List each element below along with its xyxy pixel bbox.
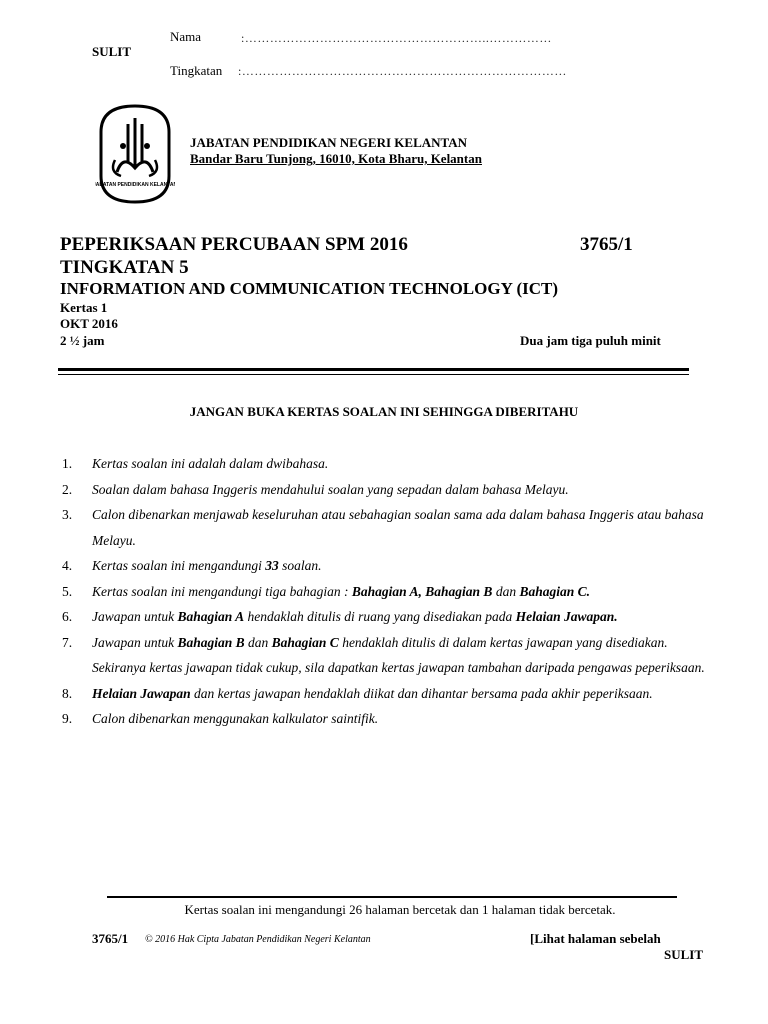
instruction-segment: Calon dibenarkan menjawab keseluruhan atau sebahagian soalan sama ada dalam bahasa Inggeris atau bahasa Melayu. xyxy=(92,507,704,548)
instruction-text xyxy=(92,579,712,605)
instruction-number: 5. xyxy=(62,583,73,599)
instruction-item xyxy=(62,553,712,579)
instruction-number: 2. xyxy=(62,481,73,497)
instruction-emphasis: 33 xyxy=(265,558,279,573)
name-label: Nama xyxy=(170,29,202,44)
instruction-segment: Kertas soalan ini adalah dalam dwibahasa. xyxy=(92,456,329,471)
instruction-emphasis: Helaian Jawapan. xyxy=(515,609,618,624)
exam-duration: 2 ½ jam xyxy=(60,333,105,348)
department-address: Bandar Baru Tunjong, 16010, Kota Bharu, Kelantan xyxy=(190,151,482,166)
sulit-top: SULIT xyxy=(92,44,132,59)
do-not-open-warning: JANGAN BUKA KERTAS SOALAN INI SEHINGGA DIBERITAHU xyxy=(189,404,579,419)
instruction-emphasis: Bahagian C xyxy=(271,634,339,650)
logo-emblem-icon xyxy=(95,102,175,206)
instruction-segment: hendaklah ditulis di ruang yang disediakan pada xyxy=(244,609,516,624)
instruction-segment: Kertas soalan ini mengandungi xyxy=(92,558,266,573)
instruction-item xyxy=(62,630,712,681)
next-page-note: [Lihat halaman sebelah xyxy=(530,931,661,946)
instruction-segment: dan kertas jawapan hendaklah diikat dan dihantar bersama pada akhir peperiksaan. xyxy=(190,685,653,701)
instruction-emphasis: Bahagian A xyxy=(177,609,245,624)
instruction-segment: dan xyxy=(244,634,272,650)
instruction-text xyxy=(92,451,712,477)
instruction-text xyxy=(92,502,712,553)
instruction-emphasis: Bahagian A, Bahagian B xyxy=(351,583,493,599)
instruction-text xyxy=(92,706,712,732)
instruction-segment: Kertas soalan ini mengandungi tiga bahagian : xyxy=(92,583,352,599)
instruction-item xyxy=(62,451,712,477)
header-rule-thin xyxy=(58,374,689,375)
copyright-notice: © 2016 Hak Cipta Jabatan Pendidikan Negeri Kelantan xyxy=(145,934,371,945)
department-title: JABATAN PENDIDIKAN NEGERI KELANTAN xyxy=(190,135,467,150)
instruction-segment: hendaklah ditulis di dalam kertas jawapan yang disediakan. Sekiranya kertas jawapan tidak cukup, sila dapatkan kertas jawapan tambahan daripada pengawas peperiksaan. xyxy=(92,634,705,675)
sulit-bottom: SULIT xyxy=(664,947,704,962)
instructions-list xyxy=(62,451,712,732)
instruction-number: 8. xyxy=(62,685,73,701)
instruction-text xyxy=(92,681,712,707)
class-label: Tingkatan xyxy=(170,63,223,78)
jpn-kelantan-logo xyxy=(95,102,175,206)
instruction-text xyxy=(92,630,712,681)
page-count-note: Kertas soalan ini mengandungi 26 halaman bercetak dan 1 halaman tidak bercetak. xyxy=(184,902,616,917)
instruction-text xyxy=(92,604,712,630)
header-rule-thick xyxy=(58,368,689,371)
instruction-number: 7. xyxy=(62,634,73,650)
instruction-item xyxy=(62,681,712,707)
instruction-number: 1. xyxy=(62,456,73,471)
instruction-text xyxy=(92,553,712,579)
logo-text: JABATAN PENDIDIKAN KELANTAN xyxy=(95,182,175,188)
name-field: :…………………………………………………..…………… xyxy=(241,31,552,45)
class-field: :…………………………………………………………………… xyxy=(238,64,567,78)
footer-rule xyxy=(107,896,677,898)
exam-date: OKT 2016 xyxy=(60,316,118,331)
instruction-item xyxy=(62,706,712,732)
instruction-segment: dan xyxy=(492,583,520,599)
instruction-segment: Soalan dalam bahasa Inggeris mendahului soalan yang sepadan dalam bahasa Melayu. xyxy=(92,481,569,497)
instruction-item xyxy=(62,502,712,553)
instruction-segment: Jawapan untuk xyxy=(92,609,178,624)
instruction-segment: Jawapan untuk xyxy=(92,634,178,650)
exam-form: TINGKATAN 5 xyxy=(60,257,189,278)
instruction-emphasis: Bahagian B xyxy=(177,634,245,650)
instruction-text xyxy=(92,477,712,503)
instruction-emphasis: Helaian Jawapan xyxy=(92,685,191,701)
instruction-segment: Calon dibenarkan menggunakan kalkulator saintifik. xyxy=(92,711,379,726)
instruction-item xyxy=(62,477,712,503)
instruction-emphasis: Bahagian C. xyxy=(519,583,590,599)
exam-paper: Kertas 1 xyxy=(60,300,108,315)
instruction-number: 4. xyxy=(62,558,73,573)
instruction-segment: soalan. xyxy=(278,558,322,573)
instruction-item xyxy=(62,604,712,630)
instruction-number: 6. xyxy=(62,609,73,624)
instruction-number: 9. xyxy=(62,711,73,726)
footer-code: 3765/1 xyxy=(92,931,129,946)
instruction-number: 3. xyxy=(62,507,73,522)
exam-subject: INFORMATION AND COMMUNICATION TECHNOLOGY (ICT) xyxy=(60,279,559,298)
exam-code: 3765/1 xyxy=(580,234,633,255)
instruction-item xyxy=(62,579,712,605)
exam-title: PEPERIKSAAN PERCUBAAN SPM 2016 xyxy=(60,234,408,255)
exam-duration-words: Dua jam tiga puluh minit xyxy=(520,333,661,348)
